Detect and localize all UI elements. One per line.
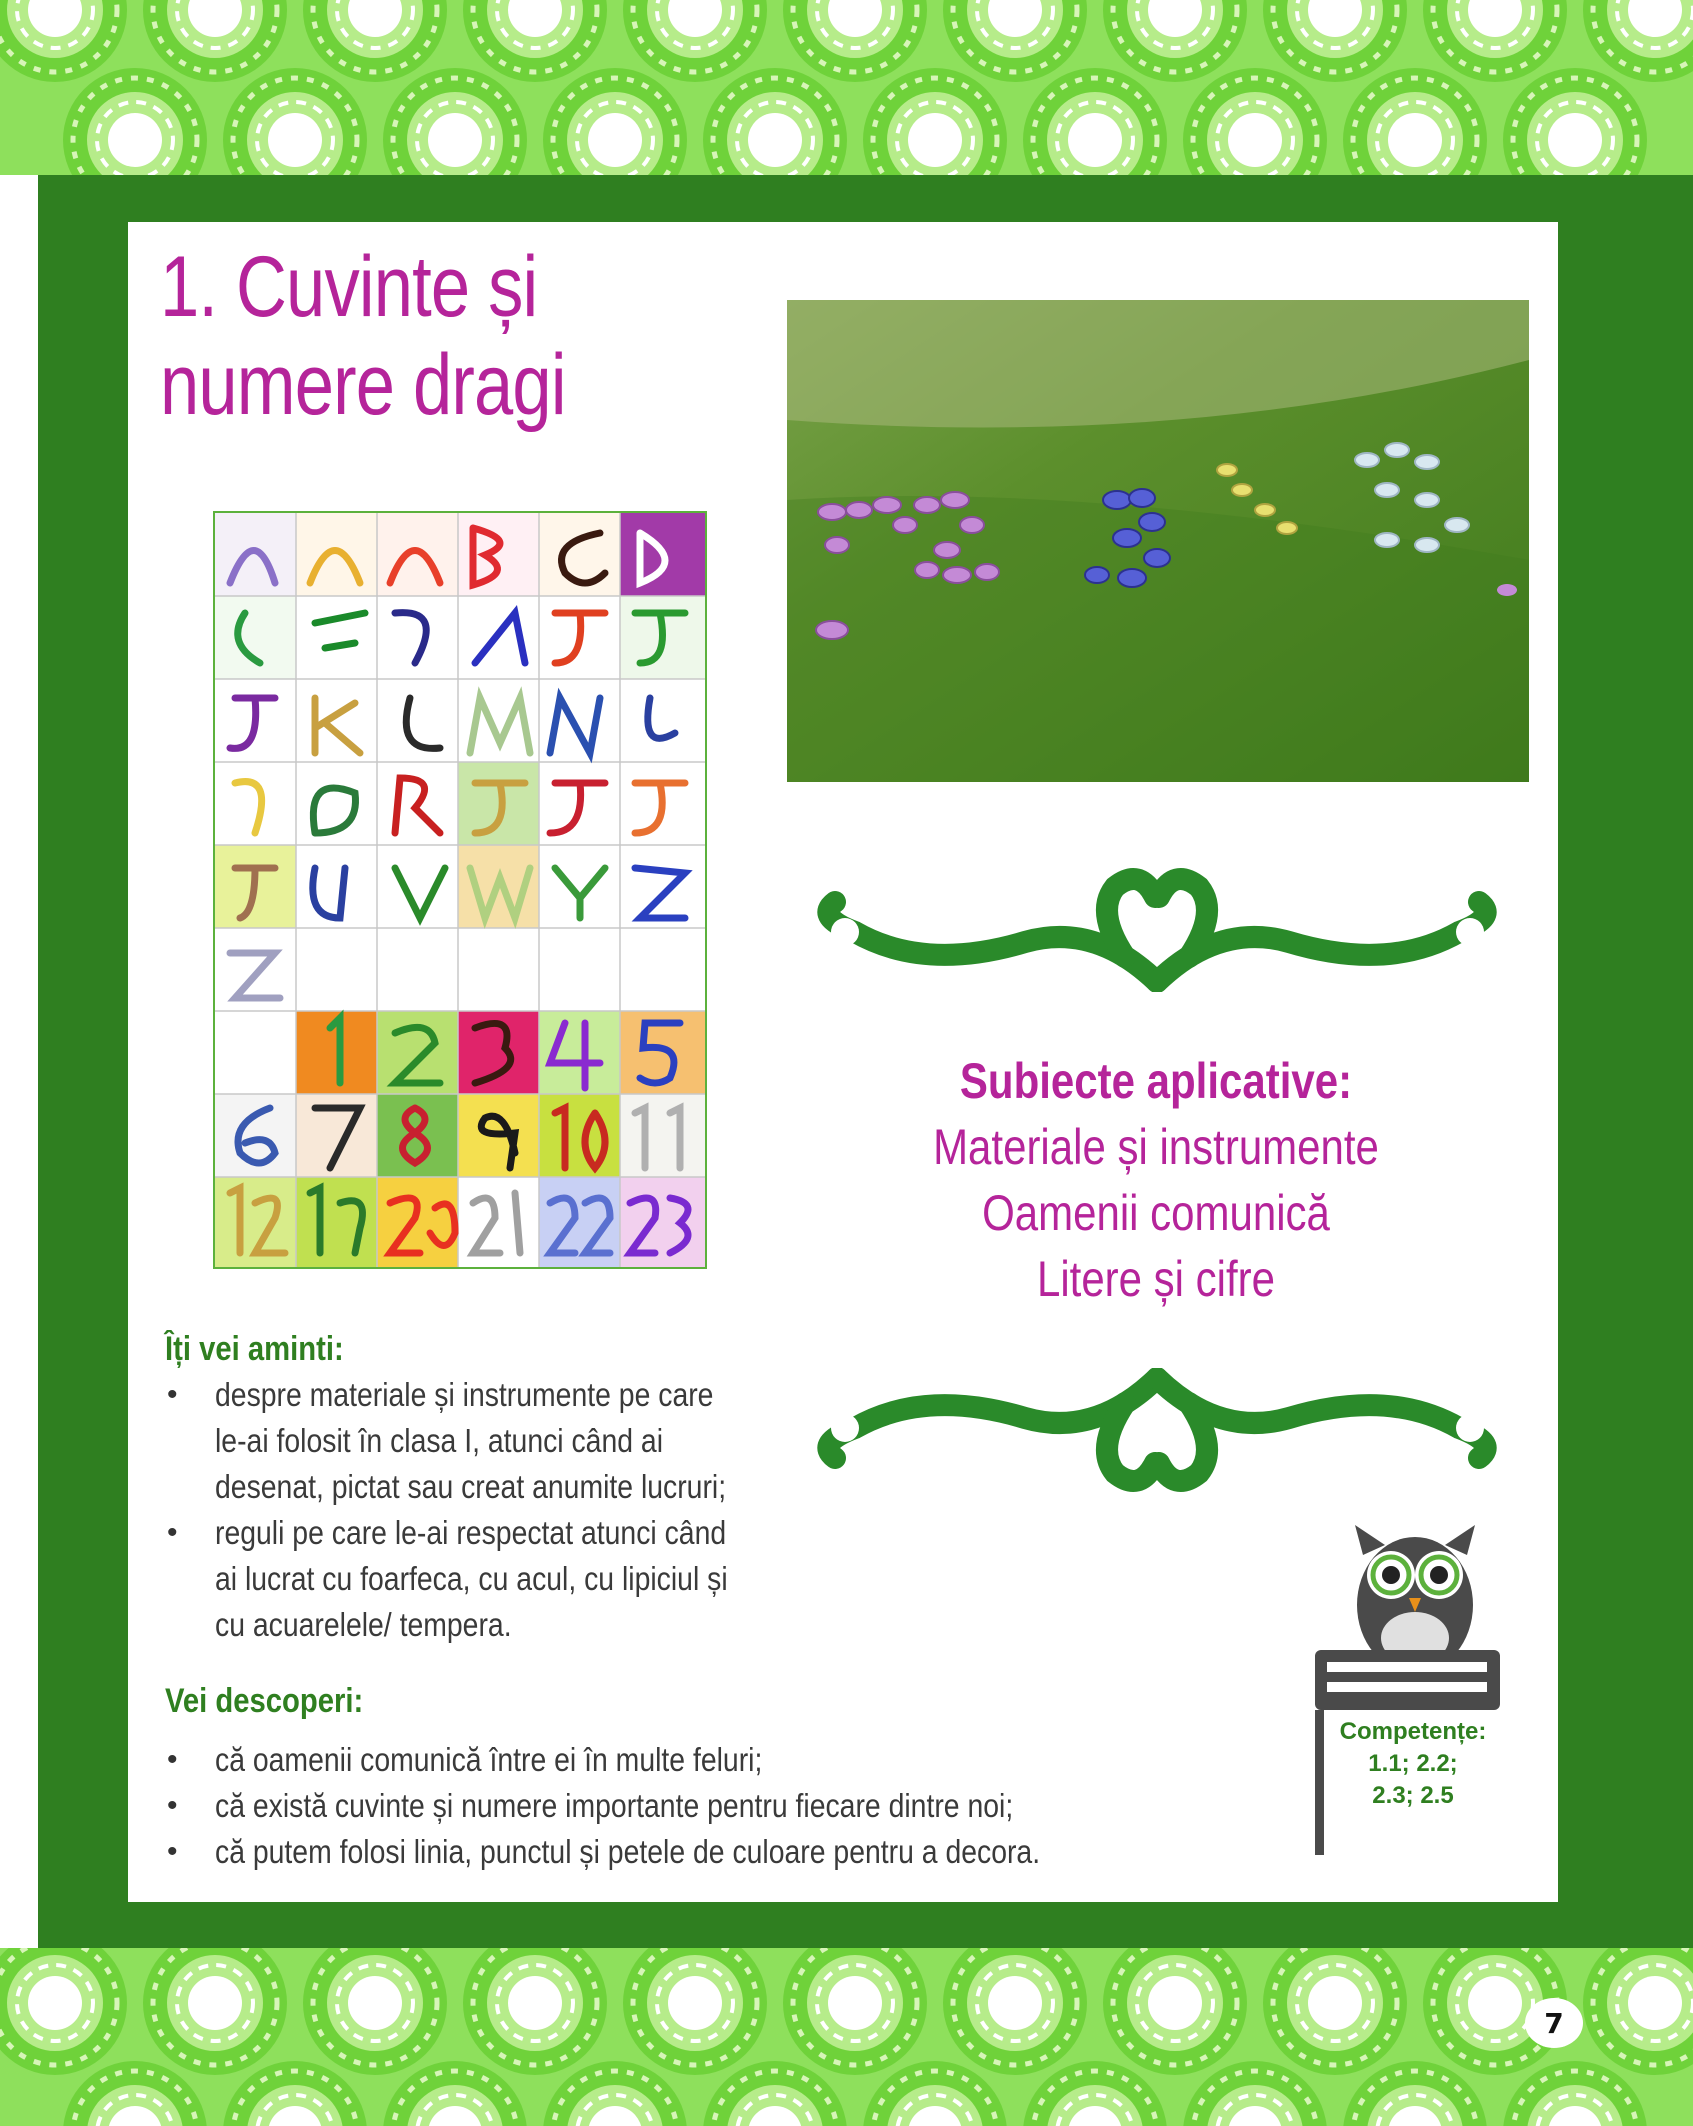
swirl-bottom-graphic xyxy=(795,1368,1520,1498)
discover-list xyxy=(165,1737,1415,1875)
subject-item: Oamenii comunică xyxy=(982,1185,1330,1241)
list-item: • că oamenii comunică între ei în multe feluri; xyxy=(165,1737,1415,1783)
bullet-icon: • xyxy=(167,1378,178,1411)
alphabet-numbers-artwork xyxy=(213,511,707,1269)
page-title xyxy=(160,238,668,434)
title-line-2: numere dragi xyxy=(160,337,566,433)
swirl-ornament-bottom-icon xyxy=(795,1368,1520,1498)
list-item: • că există cuvinte și numere importante pentru fiecare dintre noi; xyxy=(165,1783,1415,1829)
discover-heading: Vei descoperi: xyxy=(165,1682,364,1720)
circle-pattern-graphic xyxy=(0,1948,1693,2126)
competencies-box xyxy=(1318,1716,1508,1812)
grass-photo-graphic xyxy=(787,300,1529,782)
circle-pattern-graphic xyxy=(0,0,1693,175)
grass-stones-photo xyxy=(787,300,1529,782)
swirl-ornament-top-icon xyxy=(795,862,1520,992)
competencies-values-line-2: 2.3; 2.5 xyxy=(1372,1782,1454,1809)
remember-heading: Îți vei aminti: xyxy=(165,1330,344,1368)
decorative-pattern-top xyxy=(0,0,1693,175)
bullet-icon: • xyxy=(167,1835,178,1868)
competencies-values xyxy=(1318,1748,1508,1812)
list-item: • reguli pe care le-ai respectat atunci când ai lucrat cu foarfeca, cu acul, cu lipiciul și cu acuarelele/ tempera. xyxy=(165,1510,845,1648)
list-item: • că putem folosi linia, punctul și petele de culoare pentru a decora. xyxy=(165,1829,1415,1875)
bullet-icon: • xyxy=(167,1743,178,1776)
applied-subjects-heading: Subiecte aplicative: xyxy=(959,1053,1353,1109)
competencies-values-line-1: 1.1; 2.2; xyxy=(1368,1750,1458,1777)
letters-grid-graphic xyxy=(215,513,705,1267)
page-number: 7 xyxy=(1525,1998,1583,2048)
subject-item: Materiale și instrumente xyxy=(933,1119,1379,1175)
title-line-1: 1. Cuvinte și xyxy=(160,239,538,335)
competencies-label: Competențe: xyxy=(1339,1718,1487,1745)
bullet-icon: • xyxy=(167,1789,178,1822)
applied-subjects-box xyxy=(860,1048,1452,1312)
subject-item: Litere și cifre xyxy=(1036,1251,1276,1307)
swirl-top-graphic xyxy=(795,862,1520,992)
remember-list xyxy=(165,1372,845,1648)
bullet-icon: • xyxy=(167,1516,178,1549)
list-item: • despre materiale și instrumente pe care le-ai folosit în clasa I, atunci când ai desenat, pictat sau creat anumite lucruri; xyxy=(165,1372,845,1510)
decorative-pattern-bottom xyxy=(0,1948,1693,2126)
